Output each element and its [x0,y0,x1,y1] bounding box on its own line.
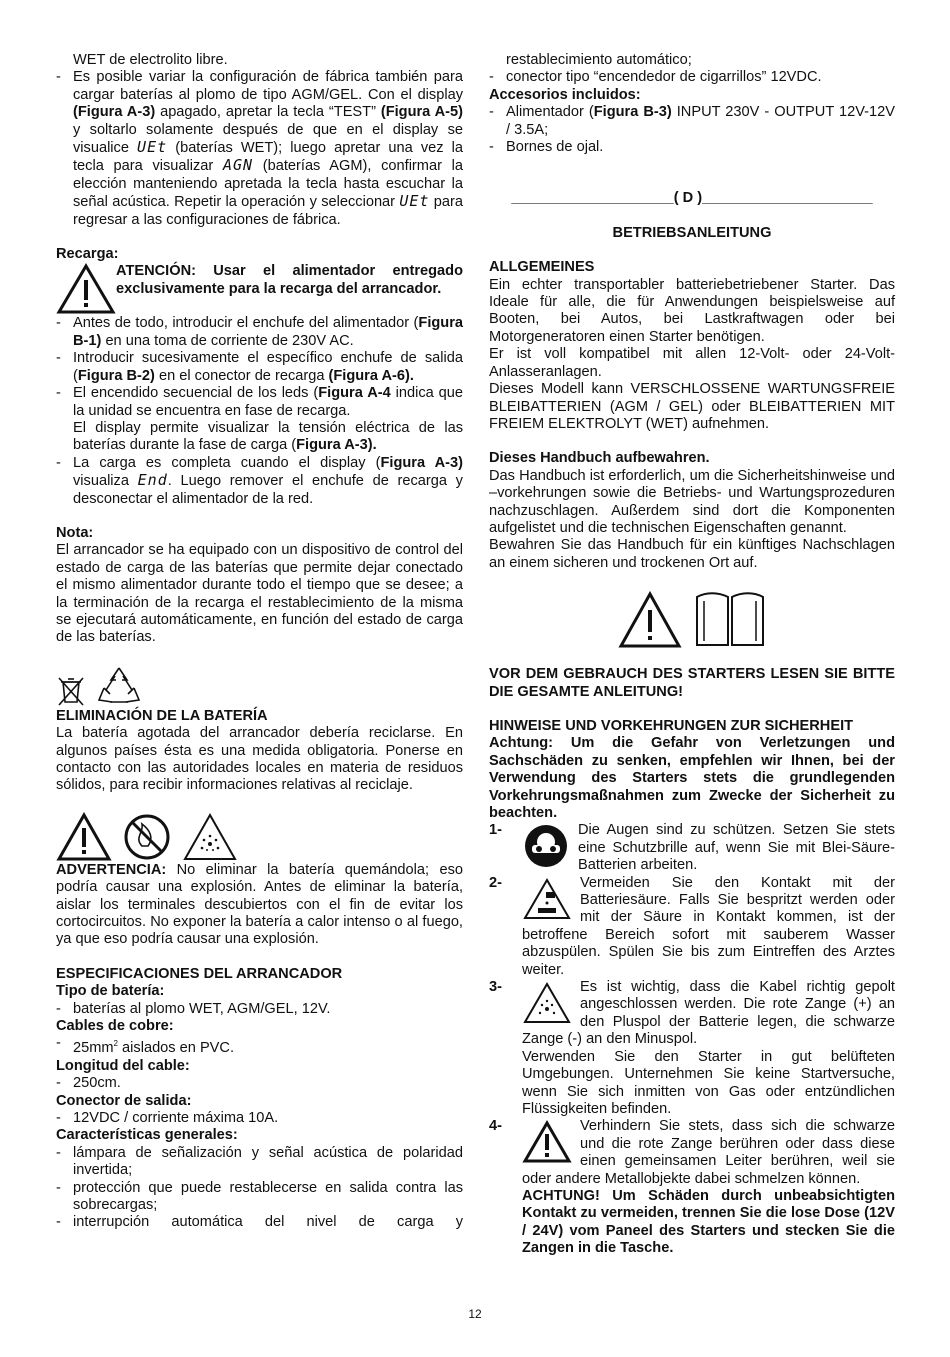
explosion-hazard-icon [522,981,572,1025]
section-heading: ELIMINACIÓN DE LA BATERÍA [56,707,268,724]
warning-triangle-icon [618,591,682,649]
warning-heading: VOR DEM GEBRAUCH DES STARTERS LESEN SIE BITTE DIE GESAMTE ANLEITUNG! [489,666,895,700]
text-line: restablecimiento automático; [506,52,692,68]
list-item: - conector tipo “encendedor de cigarrillos” 12VDC. [489,69,822,86]
list-item: - interrupción automática del nivel de carga y [56,1214,463,1231]
attention-text: ATENCIÓN: Usar el alimentador entregado exclusivamente para la recarga del arrancador. [116,263,463,297]
left-column [56,52,463,1232]
section-heading: Dieses Handbuch aufbewahren. [489,450,710,467]
list-item: - La carga es completa cuando el display (Figura A-3) visualiza End. Luego remover el enchufe de recarga y desconectar el alimentador de la red. [56,454,463,507]
section-heading: ESPECIFICACIONES DEL ARRANCADOR [56,965,343,982]
paragraph: Das Handbuch ist erforderlich, um die Sicherheitshinweise und –vorkehrungen sowie die Betriebs- und Wartungsprozeduren nachzuschlagen. Außerdem sind dort die Komponenten aufgelistet und die technischen Eigenschaften genannt. [489,467,895,536]
spec-label: Conector de salida: [56,1092,192,1109]
disposal-icons [56,664,463,708]
numbered-item: 1- Die Augen sind zu schützen. Setzen Sie stets eine Schutzbrille auf, wenn Sie mit Blei-Säure-Batterien arbeiten. [489,822,895,874]
paragraph: El arrancador se ha equipado con un dispositivo de control del estado de carga de las baterías que permite dejar conectado el mismo alimentador durante todo el tiempo que se desee; a la terminación de la recarga el restablecimiento de la misma se ejecutará automáticamente, en función del estado de carga de las baterías. [56,542,463,646]
list-item: - 250cm. [56,1075,121,1092]
display-agm-glyph: AGN [222,156,254,175]
page-title: BETRIEBSANLEITUNG [612,224,772,241]
paragraph: Ein echter transportabler batteriebetriebener Starter. Das Ideale für alle, die für Anwendungen beispielsweise auf Booten, bei Autos, bei Lastkraftwagen oder bei Motorgeneratoren einen Starter benötigen. [489,276,895,345]
spec-label: Características generales: [56,1127,238,1144]
spec-label: Longitud del cable: [56,1057,190,1074]
numbered-item: 2- Vermeiden Sie den Kontakt mit der Batteriesäure. Falls Sie bespritzt werden oder mit der Säure in Kontakt kommen, ist der betroffene Bereich sofort mit sauberem Wasser abzuspülen. Spülen Sie bis zum Eintreffen des Arztes weiter. [489,874,895,978]
list-item: - Es posible variar la configuración de fábrica también para cargar baterías al plomo de tipo AGM/GEL. Con el display (Figura A-3) apagado, apretar la tecla “TEST” (Figura A-5) y soltarlo solamente después de que en el display se visualice UEt (baterías WET); luego apretar una vez la tecla para visualizar AGN (baterías AGM), confirmar la elección manteniendo apretada la tecla hasta escuchar la señal acústica. Repetir la operación y seleccionar UEt para regresar a las configuraciones de fábrica. [56,69,464,228]
list-item: - $25mm^2$ aislados en PVC. [56,1035,235,1057]
list-item: - Alimentador (Figura B-3) INPUT 230V - OUTPUT 12V-12V / 3.5A; [489,104,895,138]
corrosive-hazard-icon [522,877,572,921]
goggles-icon [522,824,570,868]
paragraph: Er ist voll kompatibel mit allen 12-Volt- oder 24-Volt-Anlasseranlagen. [489,346,895,380]
read-manual-icons [489,589,895,649]
paragraph: Dieses Modell kann VERSCHLOSSENE WARTUNGSFREIE BLEIBATTERIEN (AGM / GEL) oder BLEIBATTERIEN MIT FREIEM ELEKTROLYT (WET) aufnehmen. [489,381,895,432]
section-heading: Accesorios incluidos: [489,86,641,103]
numbered-item: 3- Es ist wichtig, dass die Kabel richtig gepolt angeschlossen werden. Die rote Zange (+) an den Pluspol der Batterie legen, die schwarze Zange (-) an den Minuspol. Verwenden Sie den Starter in gut belüfteten Umgebungen. Unternehmen Sie keine Startversuche, wenn Sie sich inmitten von Gas oder entzündlichen Flüssigkeiten befinden. [489,979,895,1117]
recycle-icon [96,664,142,708]
list-item: - 12VDC / corriente máxima 10A. [56,1109,279,1126]
list-item: - Antes de todo, introducir el enchufe del alimentador (Figura B-1) en una toma de corriente de 230V AC. [56,315,463,349]
explosion-hazard-icon [182,812,238,862]
language-divider: ____________________( D )_____________________ [511,190,873,207]
list-item: - Bornes de ojal. [489,139,604,156]
warning-triangle-icon [522,1120,572,1164]
page-number: 12 [468,1307,482,1321]
list-item: - lámpara de señalización y señal acústica de polaridad invertida; [56,1144,463,1179]
paragraph: Bewahren Sie das Handbuch für ein künftiges Nachschlagen an einem sicheren und trockenen Ort auf. [489,537,895,571]
display-wet-glyph: UEt [137,138,168,157]
crossed-bin-icon [56,674,86,708]
section-heading: Recarga: [56,246,119,263]
open-book-icon [694,589,766,649]
list-item: - El encendido secuencial de los leds (Figura A-4 indica que la unidad se encuentra en fase de recarga. El display permite visualizar la tensión eléctrica de las baterías durante la fase de carga (Figura A-3). [56,385,464,454]
list-item: - Introducir sucesivamente el específico enchufe de salida (Figura B-2) en el conector de recarga (Figura A-6). [56,350,463,384]
spec-label: Cables de cobre: [56,1018,174,1035]
text-line: WET de electrolito libre. [73,52,228,68]
no-fire-icon [122,812,172,862]
warning-triangle-icon [56,812,112,862]
section-heading: Nota: [56,524,94,541]
right-column [489,52,895,1258]
warning-triangle-icon [56,263,116,315]
section-heading: ALLGEMEINES [489,259,595,276]
list-item: - baterías al plomo WET, AGM/GEL, 12V. [56,1000,331,1017]
display-end-glyph: End [137,471,168,490]
warning-icons [56,812,463,862]
list-item: - protección que puede restablecerse en salida contra las sobrecargas; [56,1179,463,1213]
paragraph: La batería agotada del arrancador debería reciclarse. En algunos países ésta es una medida obligatoria. Ponerse en contacto con las autoridades locales en materia de residuos sólidos, para recibir informaciones relativas al reciclaje. [56,725,463,794]
numbered-item: 4- Verhindern Sie stets, dass sich die schwarze und die rote Zange berühren oder dass diese einen gemeinsamen Leiter berühren, weil sie oder andere Metallobjekte dabei schmelzen können. ACHTUNG! Um Schäden durch unbeabsichtigten Kontakt zu vermeiden, trennen Sie die lose Dose (12V / 24V) vom Paneel des Starters und stecken Sie die Zangen in die Tasche. [489,1118,895,1257]
display-wet-glyph: UEt [399,192,430,211]
spec-label: Tipo de batería: [56,983,165,1000]
section-heading: HINWEISE UND VORKEHRUNGEN ZUR SICHERHEIT [489,717,854,734]
warning-paragraph: ADVERTENCIA: No eliminar la batería quemándola; eso podría causar una explosión. Antes de eliminar la batería, aislar los terminales descubiertos con el fin de evitar los cortocircuitos. No exponer la batería a calor intenso o al fuego, ya que eso podría causar una explosión. [56,861,463,948]
paragraph: Achtung: Um die Gefahr von Verletzungen und Sachschäden zu senken, empfehlen wir Ihnen, bei der Verwendung des Starters stets die grundlegenden Vorkehrungsmaßnahmen zum Zwecke der Sicherheit zu beachten. [489,735,895,821]
warning-block [56,263,463,315]
